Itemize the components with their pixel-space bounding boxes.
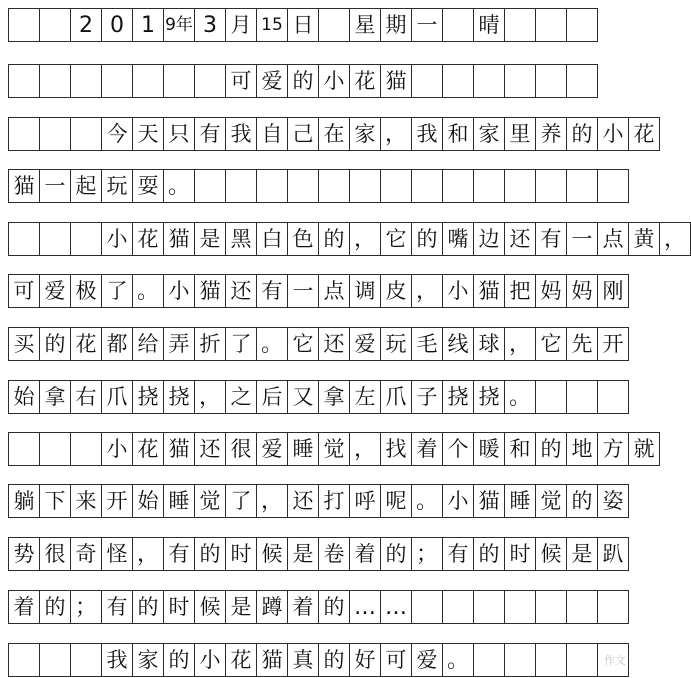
grid-cell: ； (411, 537, 443, 571)
grid-cell: 己 (287, 117, 319, 151)
grid-cell: 皮 (380, 274, 412, 308)
grid-cell: 白 (256, 222, 288, 256)
grid-cell: 猫 (8, 169, 40, 203)
grid-cell: 奇 (70, 537, 102, 571)
grid-cell: 里 (504, 117, 536, 151)
grid-cell-empty (194, 169, 226, 203)
grid-cell: 挠 (163, 380, 195, 414)
grid-cell: 。 (504, 380, 536, 414)
grid-cell: 日 (287, 8, 319, 42)
grid-cell-empty (39, 432, 71, 466)
grid-cell: 色 (287, 222, 319, 256)
grid-cell: 可 (8, 274, 40, 308)
grid-cell: 很 (225, 432, 257, 466)
grid-cell: 之 (225, 380, 257, 414)
grid-cell: 左 (349, 380, 381, 414)
grid-cell: 。 (442, 643, 474, 677)
grid-cell-empty (39, 222, 71, 256)
grid-cell-empty (8, 643, 40, 677)
grid-cell: 的 (194, 537, 226, 571)
grid-cell: 玩 (380, 327, 412, 361)
grid-cell: 小 (442, 484, 474, 518)
grid-cell: 呼 (349, 484, 381, 518)
grid-cell-empty (70, 222, 102, 256)
grid-cell: 点 (318, 274, 350, 308)
grid-cell: 觉 (318, 432, 350, 466)
grid-cell: 在 (318, 117, 350, 151)
grid-cell: 有 (101, 590, 133, 624)
grid-cell-empty (70, 117, 102, 151)
grid-cell: 起 (70, 169, 102, 203)
grid-cell: 毛 (411, 327, 443, 361)
grid-cell: 爱 (256, 64, 288, 98)
grid-cell: 有 (194, 117, 226, 151)
grid-cell: … (349, 590, 381, 624)
grid-cell: 它 (287, 327, 319, 361)
grid-cell: 候 (535, 537, 567, 571)
grid-cell-empty (473, 590, 505, 624)
grid-cell: 家 (349, 117, 381, 151)
grid-cell: 挠 (442, 380, 474, 414)
grid-cell: ； (70, 590, 102, 624)
grid-cell: 时 (163, 590, 195, 624)
grid-cell-empty (597, 380, 629, 414)
grid-cell: 猫 (194, 274, 226, 308)
grid-cell: 。 (163, 169, 195, 203)
grid-cell: 的 (566, 484, 598, 518)
grid-cell-empty (535, 8, 567, 42)
grid-cell-empty (411, 169, 443, 203)
grid-cell: 9年 (163, 8, 195, 42)
grid-cell: 右 (70, 380, 102, 414)
grid-cell: 都 (101, 327, 133, 361)
grid-cell: 拿 (318, 380, 350, 414)
grid-cell: 觉 (535, 484, 567, 518)
watermark: 作文 (604, 654, 626, 667)
grid-cell: 开 (101, 484, 133, 518)
grid-cell: 星 (349, 8, 381, 42)
grid-cell: ， (349, 432, 381, 466)
grid-cell: 3 (194, 8, 226, 42)
grid-cell: 候 (194, 590, 226, 624)
grid-cell-empty (225, 169, 257, 203)
grid-cell: 还 (504, 222, 536, 256)
grid-cell-empty (442, 169, 474, 203)
grid-cell: 时 (225, 537, 257, 571)
grid-cell: 小 (194, 643, 226, 677)
grid-cell: 有 (256, 274, 288, 308)
grid-cell: 势 (8, 537, 40, 571)
grid-cell-empty (132, 64, 164, 98)
grid-cell: 趴 (597, 537, 629, 571)
grid-cell-empty (597, 169, 629, 203)
grid-cell: 的 (566, 117, 598, 151)
grid-cell: 它 (535, 327, 567, 361)
grid-cell: 1 (132, 8, 164, 42)
grid-cell: 和 (442, 117, 474, 151)
grid-cell: 了 (101, 274, 133, 308)
grid-cell-empty (504, 643, 536, 677)
grid-cell-empty (411, 64, 443, 98)
grid-cell: 耍 (132, 169, 164, 203)
grid-cell-empty (504, 64, 536, 98)
grid-cell: 爱 (256, 432, 288, 466)
grid-cell: 折 (194, 327, 226, 361)
grid-cell: 始 (132, 484, 164, 518)
grid-cell: 先 (566, 327, 598, 361)
grid-cell: 把 (504, 274, 536, 308)
grid-cell-empty (163, 64, 195, 98)
grid-cell: 花 (628, 117, 660, 151)
grid-cell: ， (659, 222, 691, 256)
grid-cell: 天 (132, 117, 164, 151)
grid-cell: 妈 (535, 274, 567, 308)
grid-cell: 睡 (287, 432, 319, 466)
grid-cell-empty (8, 432, 40, 466)
grid-cell: 花 (225, 643, 257, 677)
grid-cell: 一 (287, 274, 319, 308)
grid-cell-empty (535, 64, 567, 98)
grid-cell: 月 (225, 8, 257, 42)
grid-cell: 还 (225, 274, 257, 308)
grid-cell-empty (318, 8, 350, 42)
grid-cell: 方 (597, 432, 629, 466)
grid-cell: 的 (132, 590, 164, 624)
grid-cell: 家 (473, 117, 505, 151)
grid-cell-empty (287, 169, 319, 203)
grid-cell: 后 (256, 380, 288, 414)
grid-cell-empty (566, 380, 598, 414)
grid-cell: ， (132, 537, 164, 571)
grid-cell: 养 (535, 117, 567, 151)
grid-cell: 爪 (101, 380, 133, 414)
grid-cell: 挠 (132, 380, 164, 414)
grid-cell: 玩 (101, 169, 133, 203)
grid-cell: 期 (380, 8, 412, 42)
grid-cell: ， (380, 117, 412, 151)
grid-cell: 候 (256, 537, 288, 571)
grid-cell: 我 (101, 643, 133, 677)
grid-cell-empty (566, 8, 598, 42)
grid-cell-empty (194, 64, 226, 98)
grid-cell: 爱 (411, 643, 443, 677)
grid-cell-empty (566, 590, 598, 624)
grid-cell: 的 (318, 222, 350, 256)
grid-cell: 的 (318, 590, 350, 624)
grid-cell: 可 (380, 643, 412, 677)
grid-cell: 可 (225, 64, 257, 98)
grid-cell: 又 (287, 380, 319, 414)
grid-cell-empty (566, 64, 598, 98)
grid-cell: 还 (287, 484, 319, 518)
grid-cell: 真 (287, 643, 319, 677)
grid-cell: 来 (70, 484, 102, 518)
grid-cell: 我 (411, 117, 443, 151)
grid-cell: 刚 (597, 274, 629, 308)
grid-cell: 还 (194, 432, 226, 466)
grid-cell: 的 (39, 327, 71, 361)
grid-cell: 球 (473, 327, 505, 361)
grid-cell: 拿 (39, 380, 71, 414)
grid-cell-empty (318, 169, 350, 203)
grid-cell: 有 (535, 222, 567, 256)
grid-cell: 个 (442, 432, 474, 466)
grid-cell: 弄 (163, 327, 195, 361)
grid-cell-empty (473, 643, 505, 677)
grid-cell: 边 (473, 222, 505, 256)
grid-cell-empty (411, 590, 443, 624)
grid-cell: 着 (287, 590, 319, 624)
grid-cell: 是 (287, 537, 319, 571)
grid-cell-empty (8, 64, 40, 98)
grid-cell-empty (349, 169, 381, 203)
grid-cell: 是 (194, 222, 226, 256)
grid-cell: 猫 (473, 484, 505, 518)
grid-cell: 时 (504, 537, 536, 571)
grid-cell-empty (70, 432, 102, 466)
grid-cell: 线 (442, 327, 474, 361)
grid-cell-empty (101, 64, 133, 98)
grid-cell-empty (535, 169, 567, 203)
grid-cell-empty (535, 590, 567, 624)
grid-cell: 开 (597, 327, 629, 361)
grid-cell-empty (504, 8, 536, 42)
grid-cell: 猫 (163, 222, 195, 256)
grid-cell: 打 (318, 484, 350, 518)
grid-cell: 妈 (566, 274, 598, 308)
grid-cell: 花 (70, 327, 102, 361)
grid-cell: 的 (535, 432, 567, 466)
grid-cell: 的 (318, 643, 350, 677)
grid-cell: 。 (132, 274, 164, 308)
grid-cell: 调 (349, 274, 381, 308)
grid-cell: 点 (597, 222, 629, 256)
grid-cell: ， (504, 327, 536, 361)
grid-cell: 和 (504, 432, 536, 466)
grid-cell-empty (39, 117, 71, 151)
grid-cell: 一 (411, 8, 443, 42)
grid-cell: 猫 (256, 643, 288, 677)
grid-cell-empty (535, 380, 567, 414)
grid-cell-empty (8, 222, 40, 256)
grid-cell-empty (380, 169, 412, 203)
grid-cell: 子 (411, 380, 443, 414)
grid-cell: 怪 (101, 537, 133, 571)
grid-cell: 是 (225, 590, 257, 624)
grid-cell: 挠 (473, 380, 505, 414)
grid-cell: 。 (411, 484, 443, 518)
grid-cell: 了 (225, 484, 257, 518)
grid-cell: 睡 (163, 484, 195, 518)
grid-cell-empty (39, 8, 71, 42)
grid-cell: 。 (256, 327, 288, 361)
grid-cell: 小 (597, 117, 629, 151)
grid-cell: ， (411, 274, 443, 308)
grid-cell-empty (70, 643, 102, 677)
grid-cell: 爱 (39, 274, 71, 308)
grid-cell: 着 (349, 537, 381, 571)
grid-cell: 极 (70, 274, 102, 308)
grid-cell: 给 (132, 327, 164, 361)
grid-cell: ， (349, 222, 381, 256)
grid-cell: 0 (101, 8, 133, 42)
grid-cell: 嘴 (442, 222, 474, 256)
grid-cell: 花 (349, 64, 381, 98)
grid-cell: 蹲 (256, 590, 288, 624)
grid-cell-empty (8, 117, 40, 151)
grid-cell-empty (8, 8, 40, 42)
grid-cell: 一 (566, 222, 598, 256)
grid-cell: 家 (132, 643, 164, 677)
grid-cell: 猫 (163, 432, 195, 466)
grid-cell-empty (256, 169, 288, 203)
grid-cell: 一 (39, 169, 71, 203)
grid-cell: 爪 (380, 380, 412, 414)
grid-cell: 还 (318, 327, 350, 361)
grid-cell: 是 (566, 537, 598, 571)
grid-cell: 晴 (473, 8, 505, 42)
grid-cell: 黑 (225, 222, 257, 256)
grid-cell: 猫 (380, 64, 412, 98)
grid-cell: 花 (132, 222, 164, 256)
grid-cell: 小 (318, 64, 350, 98)
grid-cell: ， (256, 484, 288, 518)
grid-cell: 黄 (628, 222, 660, 256)
grid-cell: 着 (411, 432, 443, 466)
grid-cell: 找 (380, 432, 412, 466)
grid-cell: 2 (70, 8, 102, 42)
grid-cell-empty (597, 590, 629, 624)
grid-cell: 花 (132, 432, 164, 466)
grid-cell: … (380, 590, 412, 624)
grid-cell-empty (566, 169, 598, 203)
grid-cell: 睡 (504, 484, 536, 518)
grid-cell: 小 (163, 274, 195, 308)
grid-cell: 暖 (473, 432, 505, 466)
grid-cell: 觉 (194, 484, 226, 518)
grid-cell-empty (39, 643, 71, 677)
grid-cell: 躺 (8, 484, 40, 518)
grid-cell-empty (535, 643, 567, 677)
grid-cell: 15 (256, 8, 288, 42)
grid-cell-empty (442, 590, 474, 624)
grid-cell: 今 (101, 117, 133, 151)
grid-cell: 的 (473, 537, 505, 571)
grid-cell: 的 (380, 537, 412, 571)
grid-cell: 呢 (380, 484, 412, 518)
grid-cell: 小 (101, 432, 133, 466)
grid-cell-empty (473, 169, 505, 203)
grid-cell: 有 (163, 537, 195, 571)
grid-cell: 小 (101, 222, 133, 256)
grid-cell-empty (442, 64, 474, 98)
grid-cell: 姿 (597, 484, 629, 518)
grid-cell: 卷 (318, 537, 350, 571)
grid-cell: 了 (225, 327, 257, 361)
grid-cell-empty (473, 64, 505, 98)
grid-cell: 买 (8, 327, 40, 361)
grid-cell: 地 (566, 432, 598, 466)
grid-cell: 它 (380, 222, 412, 256)
grid-cell: 好 (349, 643, 381, 677)
grid-cell: 的 (163, 643, 195, 677)
grid-cell: ， (194, 380, 226, 414)
grid-cell: 有 (442, 537, 474, 571)
grid-cell-empty (442, 8, 474, 42)
grid-cell: 自 (256, 117, 288, 151)
grid-cell: 下 (39, 484, 71, 518)
grid-cell: 我 (225, 117, 257, 151)
grid-cell: 的 (411, 222, 443, 256)
grid-cell: 只 (163, 117, 195, 151)
grid-cell: 就 (628, 432, 660, 466)
grid-cell-empty (70, 64, 102, 98)
grid-cell: 的 (287, 64, 319, 98)
grid-cell: 小 (442, 274, 474, 308)
grid-cell: 猫 (473, 274, 505, 308)
grid-cell: 始 (8, 380, 40, 414)
grid-cell-empty (566, 643, 598, 677)
grid-cell: 的 (39, 590, 71, 624)
grid-cell-empty (39, 64, 71, 98)
grid-cell: 很 (39, 537, 71, 571)
grid-cell-empty (504, 169, 536, 203)
grid-cell: 爱 (349, 327, 381, 361)
grid-cell: 着 (8, 590, 40, 624)
grid-cell-empty (504, 590, 536, 624)
